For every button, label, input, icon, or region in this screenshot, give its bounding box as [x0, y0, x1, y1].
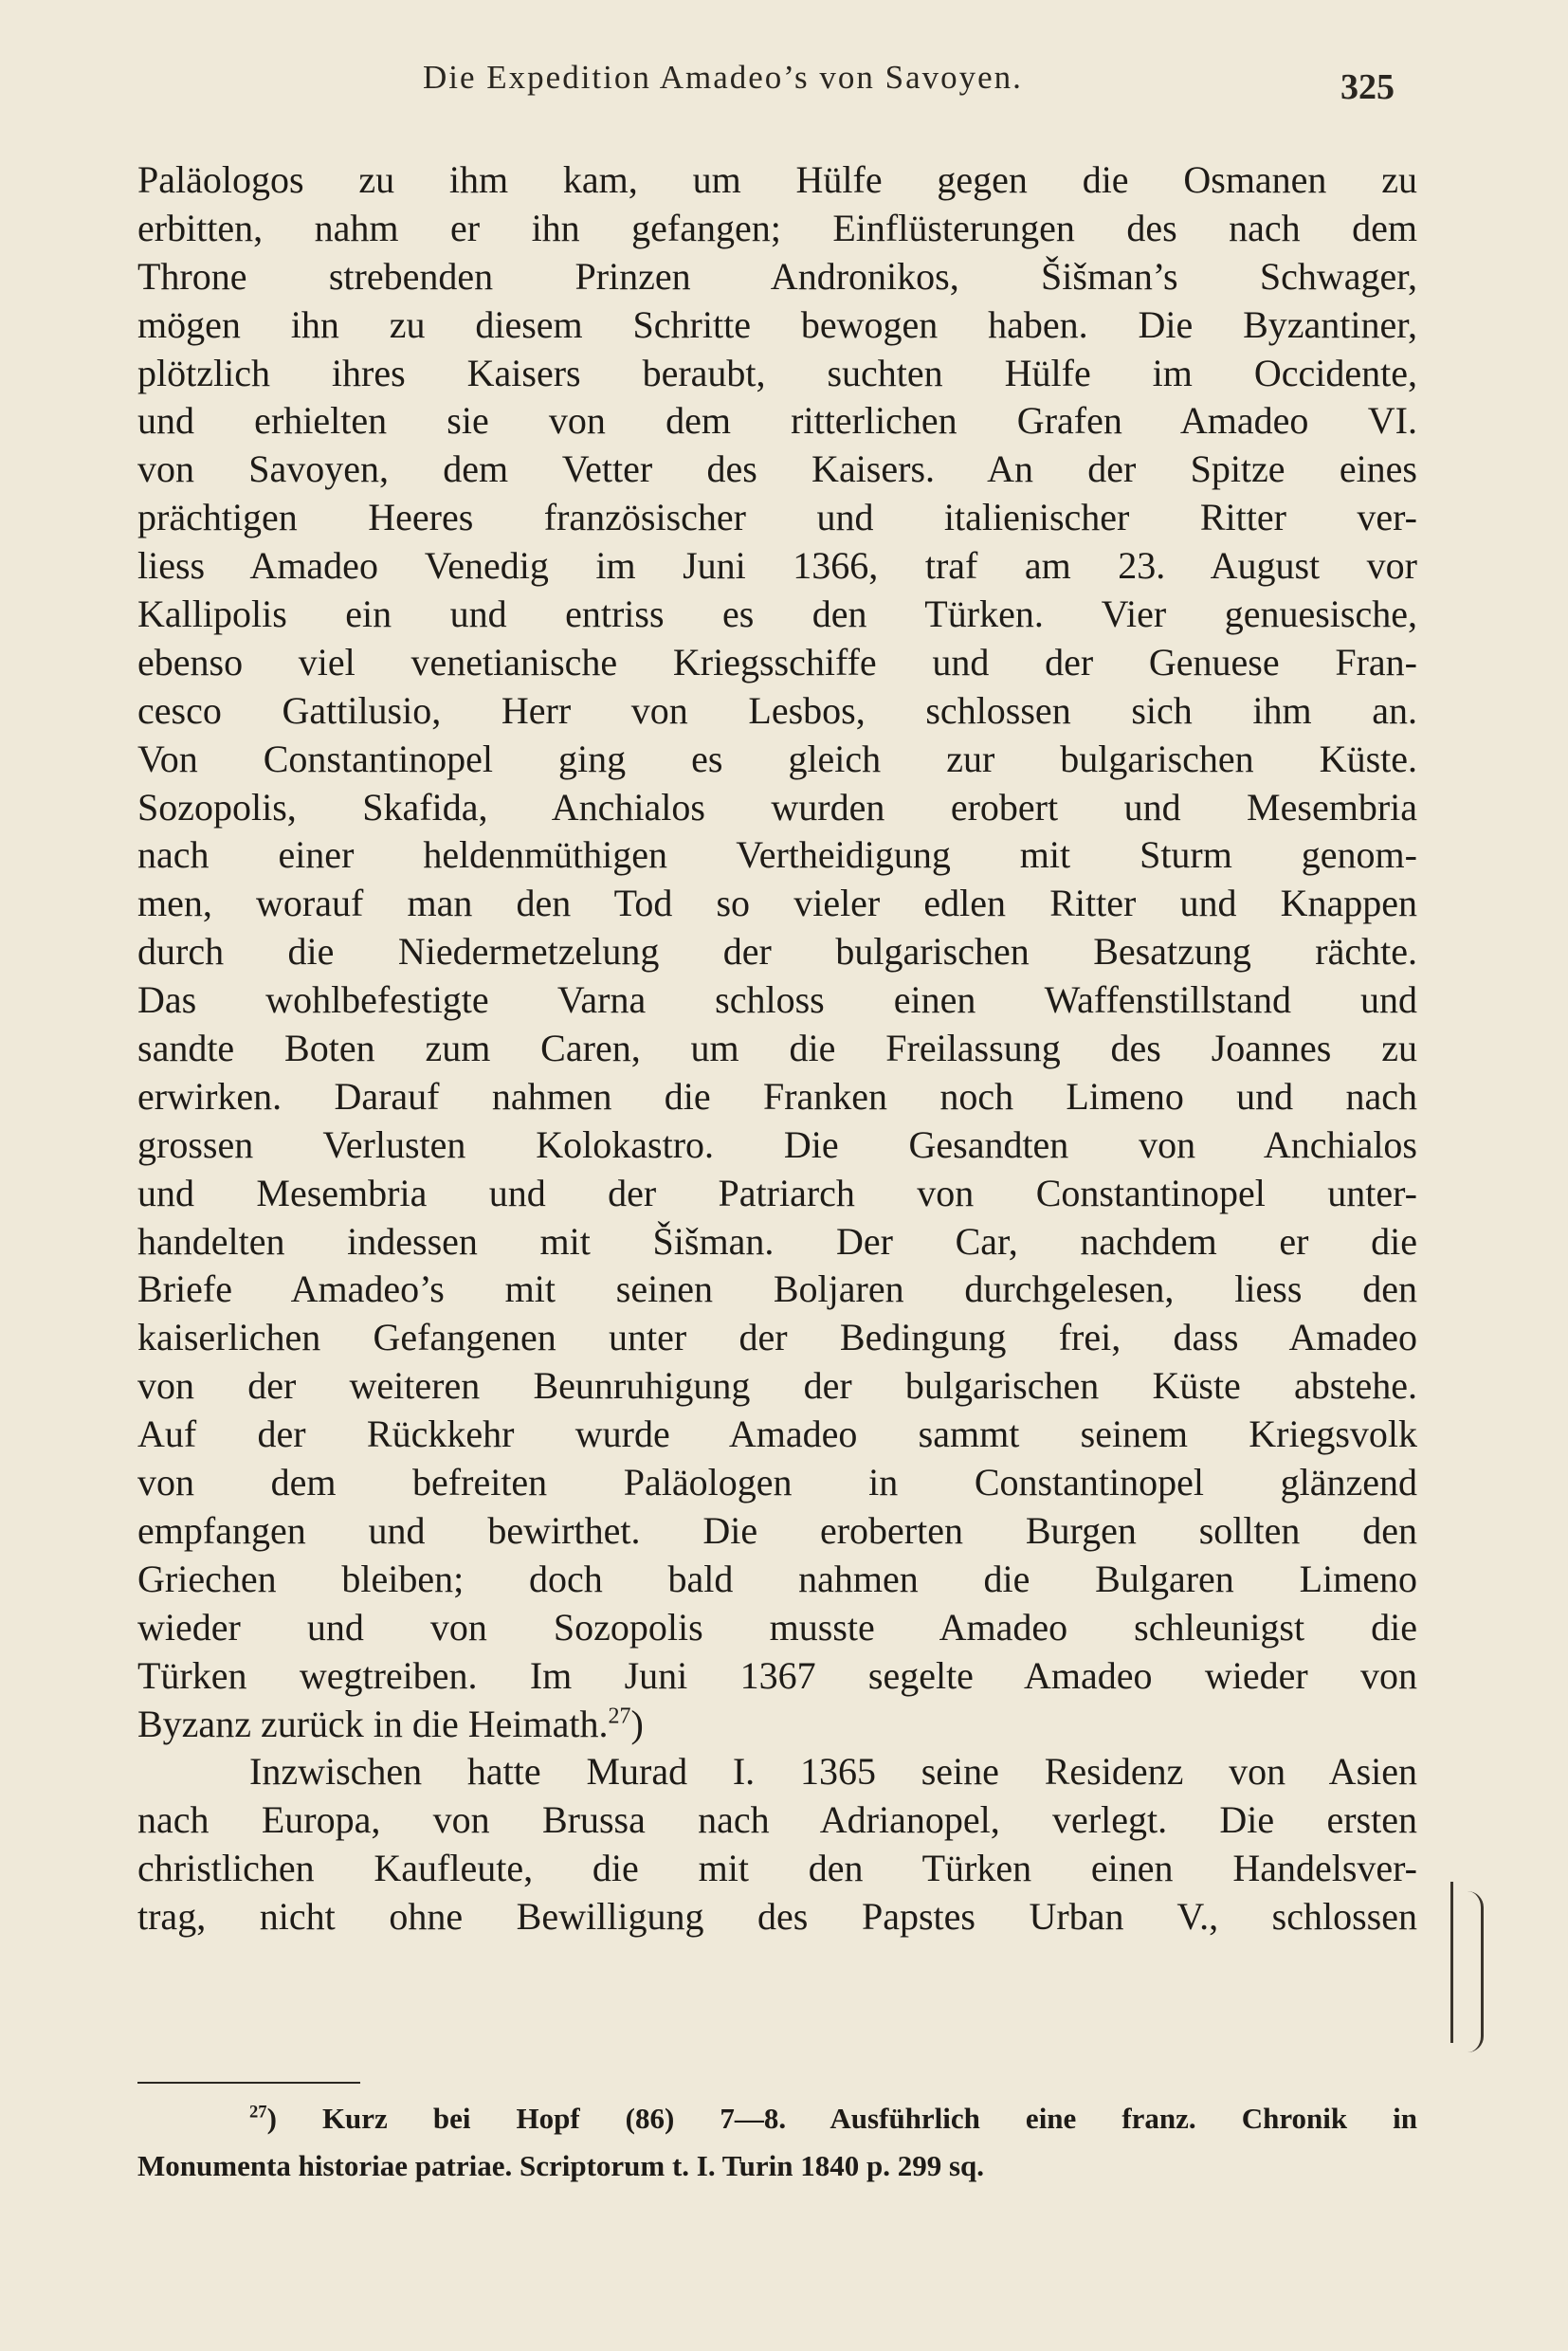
text-line-31: wieder und von Sozopolis musste Amadeo schleunigst die: [137, 1605, 1417, 1649]
margin-pencil-mark-left: [1450, 1882, 1461, 2043]
text-line-7: von Savoyen, dem Vetter des Kaisers. An der Spitze eines: [137, 447, 1417, 491]
main-text: [137, 156, 1417, 1941]
footnote-text-1: ) Kurz bei Hopf (86) 7—8. Ausführlich eine franz. Chronik in: [266, 2102, 1417, 2135]
text-line-17: durch die Niedermetzelung der bulgarischen Besatzung rächte.: [137, 930, 1417, 974]
text-line-35: nach Europa, von Brussa nach Adrianopel, verlegt. Die ersten: [137, 1798, 1417, 1842]
text-line-26: von der weiteren Beunruhigung der bulgarischen Küste abstehe.: [137, 1364, 1417, 1408]
footnote-reference[interactable]: 27: [608, 1704, 631, 1729]
text-line-14: Sozopolis, Skafida, Anchialos wurden erobert und Mesembria: [137, 785, 1417, 829]
text-line-24: Briefe Amadeo’s mit seinen Boljaren durchgelesen, liess den: [137, 1267, 1417, 1311]
text-line-9: liess Amadeo Venedig im Juni 1366, traf am 23. August vor: [137, 544, 1417, 588]
text-line-27: Auf der Rückkehr wurde Amadeo sammt seinem Kriegsvolk: [137, 1412, 1417, 1456]
footnote-line-1: [137, 2095, 1417, 2142]
text-line-11: ebenso viel venetianische Kriegsschiffe und der Genuese Fran-: [137, 640, 1417, 683]
text-line-37: trag, nicht ohne Bewilligung des Papstes Urban V., schlossen: [137, 1895, 1417, 1939]
text-line-12: cesco Gattilusio, Herr von Lesbos, schlossen sich ihm an.: [137, 688, 1417, 732]
text-line-5: plötzlich ihres Kaisers beraubt, suchten Hülfe im Occidente,: [137, 351, 1417, 394]
text-line-8: prächtigen Heeres französischer und italienischer Ritter ver-: [137, 496, 1417, 539]
paragraph-end-text: Byzanz zurück in die Heimath.: [137, 1702, 609, 1745]
text-line-1: Paläologos zu ihm kam, um Hülfe gegen die Osmanen zu: [137, 158, 1417, 201]
footnote-block: [137, 2095, 1417, 2190]
text-line-19: sandte Boten zum Caren, um die Freilassung des Joannes zu: [137, 1027, 1417, 1070]
text-line-32: Türken wegtreiben. Im Juni 1367 segelte Amadeo wieder von: [137, 1653, 1417, 1697]
text-line-34: Inzwischen hatte Murad I. 1365 seine Residenz von Asien: [249, 1750, 1417, 1794]
text-line-18: Das wohlbefestigte Varna schloss einen Waffenstillstand und: [137, 978, 1417, 1022]
text-line-21: grossen Verlusten Kolokastro. Die Gesandten von Anchialos: [137, 1122, 1417, 1166]
text-line-23: handelten indessen mit Šišman. Der Car, nachdem er die: [137, 1219, 1417, 1263]
footnote-line-2: Monumenta historiae patriae. Scriptorum t. I. Turin 1840 p. 299 sq.: [137, 2149, 985, 2182]
text-line-10: Kallipolis ein und entriss es den Türken. Vier genuesische,: [137, 592, 1417, 636]
text-line-29: empfangen und bewirthet. Die eroberten Burgen sollten den: [137, 1508, 1417, 1552]
page-number: 325: [1340, 67, 1395, 107]
text-line-25: kaiserlichen Gefangenen unter der Bedingung frei, dass Amadeo: [137, 1316, 1417, 1359]
text-line-6: und erhielten sie von dem ritterlichen Grafen Amadeo VI.: [137, 399, 1417, 443]
paragraph-end-line: [137, 1701, 1417, 1749]
footnote-marker: 27: [249, 2102, 267, 2123]
text-line-22: und Mesembria und der Patriarch von Constantinopel unter-: [137, 1171, 1417, 1214]
text-line-28: von dem befreiten Paläologen in Constantinopel glänzend: [137, 1461, 1417, 1504]
text-line-3: Throne strebenden Prinzen Andronikos, Šišman’s Schwager,: [137, 254, 1417, 298]
text-line-30: Griechen bleiben; doch bald nahmen die Bulgaren Limeno: [137, 1557, 1417, 1600]
text-line-13: Von Constantinopel ging es gleich zur bulgarischen Küste.: [137, 737, 1417, 780]
text-line-4: mögen ihn zu diesem Schritte bewogen haben. Die Byzantiner,: [137, 302, 1417, 346]
footnote-rule: [137, 2082, 360, 2084]
text-line-20: erwirken. Darauf nahmen die Franken noch Limeno und nach: [137, 1074, 1417, 1118]
margin-pencil-mark-right: [1468, 1891, 1484, 2052]
footnote-reference-close: ): [630, 1702, 644, 1745]
text-line-15: nach einer heldenmüthigen Vertheidigung mit Sturm genom-: [137, 833, 1417, 877]
text-line-2: erbitten, nahm er ihn gefangen; Einflüsterungen des nach dem: [137, 206, 1417, 249]
running-title: Die Expedition Amadeo’s von Savoyen.: [423, 59, 1023, 96]
text-line-16: men, worauf man den Tod so vieler edlen Ritter und Knappen: [137, 882, 1417, 925]
page-header: [0, 59, 1568, 116]
text-line-36: christlichen Kaufleute, die mit den Türken einen Handelsver-: [137, 1847, 1417, 1890]
